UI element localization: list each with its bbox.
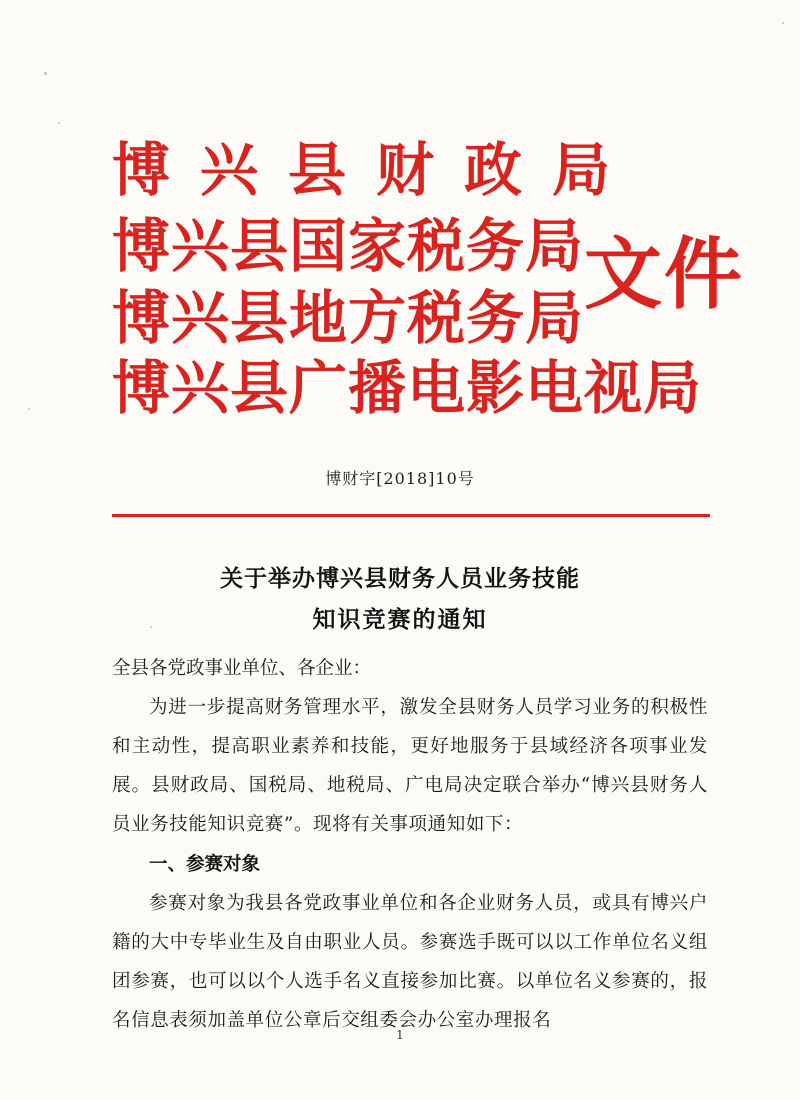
page-number: 1: [396, 1028, 404, 1042]
scan-speck: [58, 122, 60, 124]
notice-title-line-1: 关于举办博兴县财务人员业务技能: [220, 566, 580, 592]
agency-name-finance-bureau: 博兴县财政局: [112, 136, 641, 204]
body-paragraph-intro: 为进一步提高财务管理水平，激发全县财务人员学习业务的积极性和主动性，提高职业素养和技能，更好地服务于县域经济各项事业发展。县财政局、国税局、地税局、广电局决定联合举办“博兴县财务人员业务技能知识竞赛”。现将有关事项通知如下：: [112, 697, 708, 835]
scan-speck: [28, 408, 30, 410]
document-number: 博财字[2018]10号: [325, 469, 475, 488]
agency-name-broadcast-bureau: 博兴县广播电影电视局: [112, 354, 703, 422]
scan-speck: [44, 72, 47, 75]
document-type-label: 文件: [584, 229, 745, 320]
agency-name-state-tax-bureau: 博兴县国家税务局: [112, 212, 585, 280]
section-heading-participants: 一、参赛对象: [149, 854, 261, 875]
notice-title-line-2: 知识竞赛的通知: [312, 607, 488, 633]
header-divider-line: [112, 514, 710, 517]
agency-name-local-tax-bureau: 博兴县地方税务局: [112, 284, 585, 352]
scan-speck: [150, 626, 152, 628]
salutation: 全县各党政事业单位、各企业：: [112, 658, 372, 679]
body-paragraph-participants: 参赛对象为我县各党政事业单位和各企业财务人员，或具有博兴户籍的大中专毕业生及自由职业人员。参赛选手既可以以工作单位名义组团参赛，也可以以个人选手名义直接参加比赛。以单位名义参赛的，报名信息表须加盖单位公章后交组委会办公室办理报名: [112, 893, 708, 1031]
document-header: [112, 136, 745, 438]
scan-speck: [782, 22, 784, 24]
